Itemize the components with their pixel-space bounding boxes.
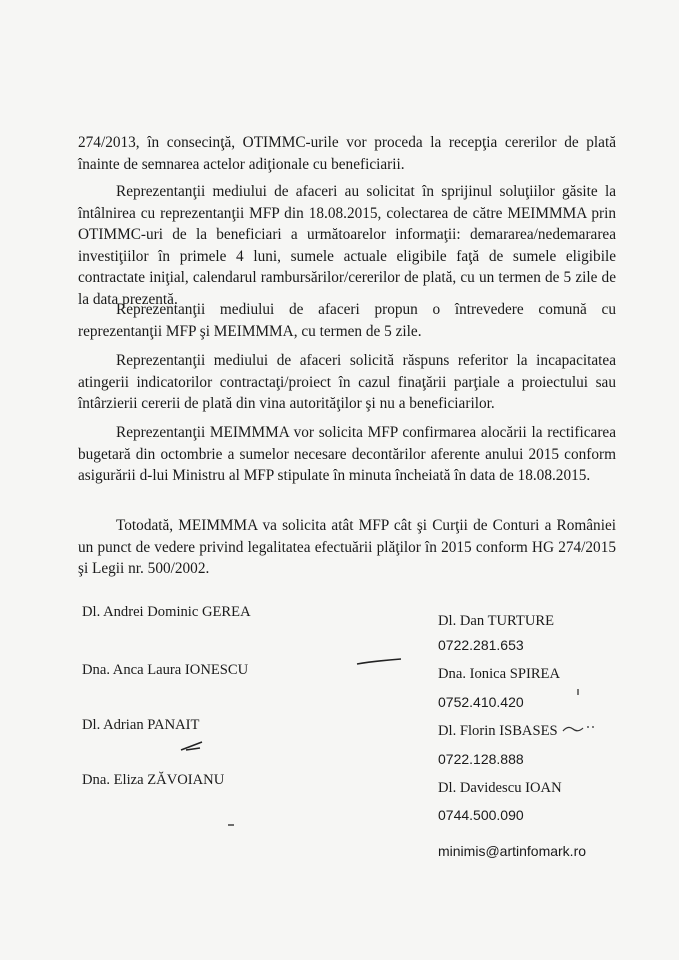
paragraph-1: 274/2013, în consecinţă, OTIMMC-urile vor proceda la recepţia cererilor de plată înainte de semnarea actelor adiţionale cu beneficiarii. — [78, 134, 616, 173]
signature-stroke-1 — [355, 655, 405, 669]
contact-email: minimis@artinfomark.ro — [438, 843, 587, 859]
signature-scribble — [562, 723, 596, 735]
signatory-ionescu: Dna. Anca Laura IONESCU — [82, 662, 249, 678]
signatory-zavoianu: Dna. Eliza ZĂVOIANU — [82, 772, 225, 788]
phone-davidescu: 0744.500.090 — [438, 807, 524, 823]
signature-stroke-2 — [178, 738, 208, 754]
phone-isbases: 0722.128.888 — [438, 751, 524, 767]
signatory-davidescu: Dl. Davidescu IOAN — [438, 780, 562, 796]
paragraph-3: Reprezentanţii mediului de afaceri propun o întrevedere comună cu reprezentanţii MFP şi MEIMMMA, cu termen de 5 zile. — [78, 301, 616, 340]
phone-spirea: 0752.410.420 — [438, 694, 524, 710]
signatory-isbases: Dl. Florin ISBASES — [438, 723, 558, 739]
signatory-panait: Dl. Adrian PANAIT — [82, 717, 200, 733]
ink-dot — [226, 822, 236, 828]
paragraph-2: Reprezentanţii mediului de afaceri au solicitat în sprijinul soluţiilor găsite la întâlnirea cu reprezentanţii MFP din 18.08.2015, colectarea de către MEIMMMA prin OTIMMC-uri de la beneficiari a următoarelor informaţii: demararea/nedemararea investiţiilor în primele 4 luni, sumele actuale eligibile faţă de sumele eligibile contractate iniţial, calendarul rambursărilor/cererilor de plată, cu un termen de 5 zile de la data prezentă. — [78, 183, 616, 308]
signatory-turture: Dl. Dan TURTURE — [438, 613, 555, 629]
signatory-gerea: Dl. Andrei Dominic GEREA — [82, 604, 251, 620]
paragraph-6: Totodată, MEIMMMA va solicita atât MFP cât şi Curţii de Conturi a României un punct de vedere privind legalitatea efectuării plăţilor în 2015 conform HG 274/2015 şi Legii nr. 500/2002. — [78, 517, 616, 578]
paragraph-5: Reprezentanţii MEIMMMA vor solicita MFP confirmarea alocării la rectificarea bugetară din octombrie a sumelor necesare decontărilor aferente anului 2015 conform asigurării d-lui Ministru al MFP stipulate în minuta încheiată în data de 18.08.2015. — [78, 424, 616, 485]
paragraph-4: Reprezentanţii mediului de afaceri solicită răspuns referitor la incapacitatea atingerii indicatorilor contractaţi/proiect în cazul finaţării parţiale a proiectului sau întârzierii cererii de plată din vina autorităţilor şi nu a beneficiarilor. — [78, 352, 616, 413]
ink-tick — [575, 688, 581, 696]
phone-turture: 0722.281.653 — [438, 637, 524, 653]
signatory-spirea: Dna. Ionica SPIREA — [438, 666, 561, 682]
